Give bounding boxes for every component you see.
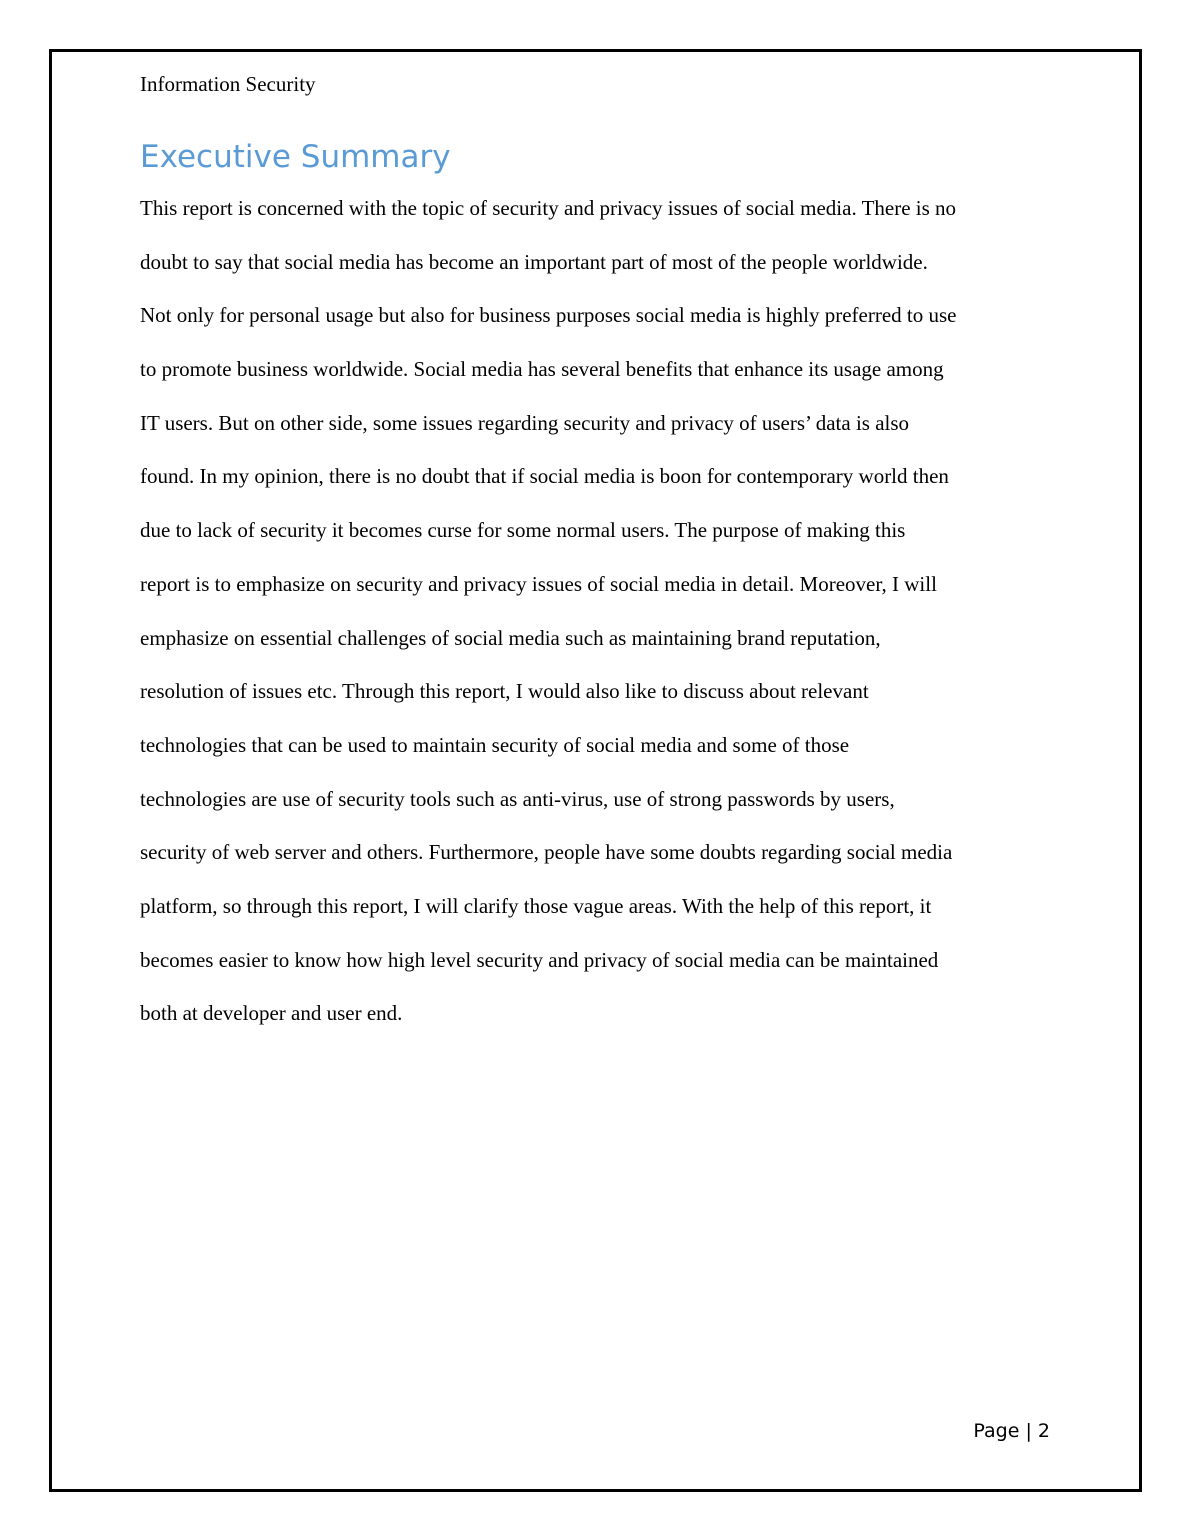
paragraph-line: to promote business worldwide. Social media has several benefits that enhance its usage among [140,357,944,382]
paragraph-line: resolution of issues etc. Through this report, I would also like to discuss about relevant [140,679,869,704]
running-header: Information Security [140,72,316,96]
paragraph-line: due to lack of security it becomes curse for some normal users. The purpose of making this [140,518,906,543]
section-title: Executive Summary [140,139,451,175]
paragraph-line: technologies that can be used to maintain security of social media and some of those [140,732,850,757]
paragraph-line: Not only for personal usage but also for business purposes social media is highly preferred to use [140,303,957,328]
paragraph-line: technologies are use of security tools such as anti-virus, use of strong passwords by users, [140,786,895,811]
paragraph-line: doubt to say that social media has become an important part of most of the people worldwide. [140,249,928,274]
paragraph-line: both at developer and user end. [140,1001,403,1026]
paragraph-line: emphasize on essential challenges of social media such as maintaining brand reputation, [140,625,881,650]
paragraph-line: IT users. But on other side, some issues regarding security and privacy of users’ data is also [140,410,910,435]
paragraph-line: This report is concerned with the topic of security and privacy issues of social media. There is no [140,196,957,220]
paragraph-line: found. In my opinion, there is no doubt that if social media is boon for contemporary world then [140,464,949,489]
paragraph-line: security of web server and others. Furthermore, people have some doubts regarding social media [140,840,953,865]
page-number: Page | 2 [973,1420,1050,1442]
paragraph-line: platform, so through this report, I will clarify those vague areas. With the help of this report, it [140,893,932,918]
paragraph-line: becomes easier to know how high level security and privacy of social media can be maintained [140,947,939,972]
executive-summary-paragraph [140,182,1060,1041]
paragraph-line: report is to emphasize on security and privacy issues of social media in detail. Moreover, I will [140,571,937,596]
